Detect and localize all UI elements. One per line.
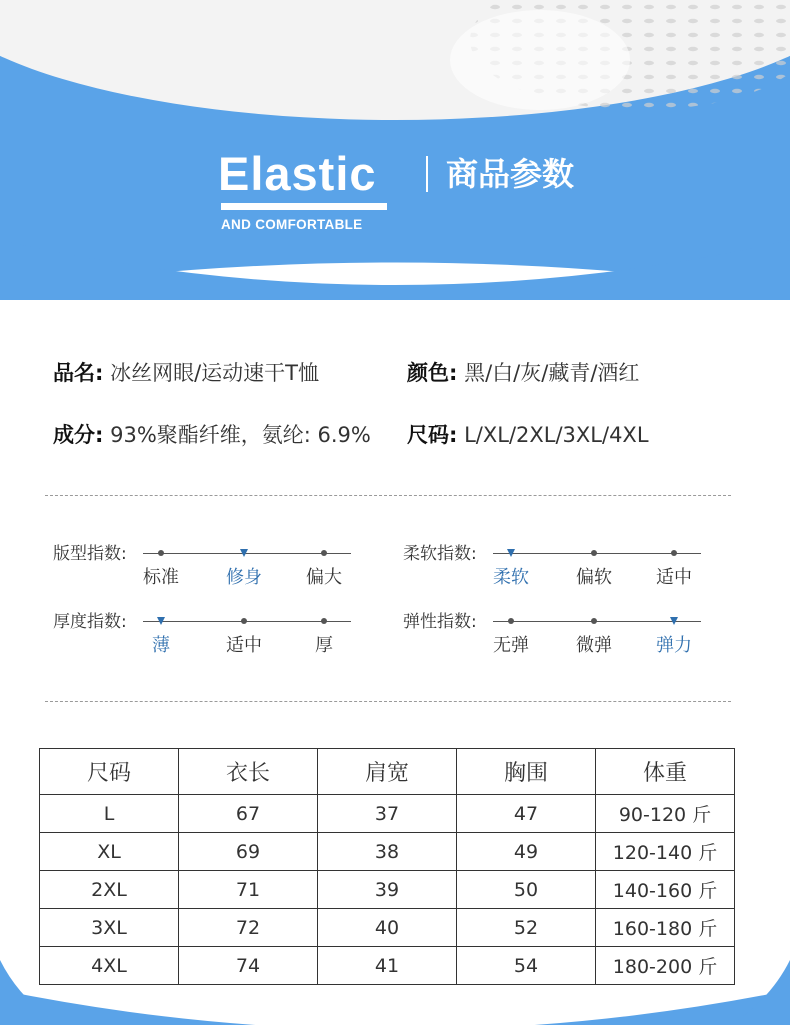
header-chest: 胸围 xyxy=(457,749,596,795)
table-cell: 160-180 斤 xyxy=(596,909,735,947)
table-cell: 120-140 斤 xyxy=(596,833,735,871)
index-option: 适中 xyxy=(656,567,692,588)
index-option: 偏大 xyxy=(306,567,342,588)
index-marker-icon xyxy=(507,549,515,557)
index-option: 修身 xyxy=(226,567,262,588)
index-scale-line xyxy=(143,621,351,622)
info-size xyxy=(407,421,649,449)
table-cell: 41 xyxy=(318,947,457,985)
table-cell: 3XL xyxy=(40,909,179,947)
index-marker-icon xyxy=(157,617,165,625)
table-cell: 39 xyxy=(318,871,457,909)
index-option: 厚 xyxy=(315,635,333,656)
table-cell: 49 xyxy=(457,833,596,871)
header-size: 尺码 xyxy=(40,749,179,795)
brand-divider xyxy=(426,156,428,192)
info-size-label: 尺码: xyxy=(407,423,458,447)
index-dot xyxy=(241,618,247,624)
table-cell: 38 xyxy=(318,833,457,871)
table-cell: 54 xyxy=(457,947,596,985)
table-cell: 67 xyxy=(179,795,318,833)
info-color-label: 颜色: xyxy=(407,361,458,385)
index-thickness xyxy=(53,611,413,671)
index-option: 柔软 xyxy=(493,567,529,588)
header xyxy=(0,0,790,300)
size-table xyxy=(39,748,735,985)
index-thickness-label: 厚度指数: xyxy=(53,612,127,632)
table-cell: 140-160 斤 xyxy=(596,871,735,909)
table-row xyxy=(40,795,735,833)
table-cell: 74 xyxy=(179,947,318,985)
table-cell: 69 xyxy=(179,833,318,871)
index-dot xyxy=(321,550,327,556)
table-cell: 50 xyxy=(457,871,596,909)
index-option: 弹力 xyxy=(656,635,692,656)
table-row xyxy=(40,947,735,985)
index-option: 微弹 xyxy=(576,635,612,656)
index-marker-icon xyxy=(240,549,248,557)
index-option: 无弹 xyxy=(493,635,529,656)
table-cell: 71 xyxy=(179,871,318,909)
info-name-label: 品名: xyxy=(53,361,104,385)
info-material-label: 成分: xyxy=(53,423,104,447)
info-material-value: 93%聚酯纤维，氨纶: 6.9% xyxy=(110,423,371,447)
table-cell: 2XL xyxy=(40,871,179,909)
index-dot xyxy=(671,550,677,556)
index-elasticity xyxy=(403,611,763,671)
table-row xyxy=(40,871,735,909)
table-cell: 72 xyxy=(179,909,318,947)
section-title: 商品参数 xyxy=(446,155,575,193)
index-dot xyxy=(591,618,597,624)
table-cell: XL xyxy=(40,833,179,871)
divider-top xyxy=(45,495,731,496)
table-cell: L xyxy=(40,795,179,833)
index-softness-label: 柔软指数: xyxy=(403,544,477,564)
table-cell: 4XL xyxy=(40,947,179,985)
header-shoulder: 肩宽 xyxy=(318,749,457,795)
header-length: 衣长 xyxy=(179,749,318,795)
info-name xyxy=(53,359,319,387)
table-row xyxy=(40,909,735,947)
brand-title: Elastic xyxy=(218,147,377,200)
index-dot xyxy=(591,550,597,556)
header-weight: 体重 xyxy=(596,749,735,795)
index-option: 标准 xyxy=(143,567,179,588)
index-scale-line xyxy=(493,553,701,554)
table-cell: 37 xyxy=(318,795,457,833)
index-dot xyxy=(508,618,514,624)
table-cell: 47 xyxy=(457,795,596,833)
index-marker-icon xyxy=(670,617,678,625)
table-cell: 52 xyxy=(457,909,596,947)
divider-bottom xyxy=(45,701,731,702)
size-table-header-row xyxy=(40,749,735,795)
brand-subtitle: AND COMFORTABLE xyxy=(221,217,363,232)
index-dot xyxy=(321,618,327,624)
brand-underline xyxy=(221,203,387,210)
index-option: 适中 xyxy=(226,635,262,656)
info-material xyxy=(53,421,371,449)
index-fit-label: 版型指数: xyxy=(53,544,127,564)
info-color-value: 黑/白/灰/藏青/酒红 xyxy=(464,361,640,385)
index-dot xyxy=(158,550,164,556)
index-fit xyxy=(53,543,413,603)
table-cell: 90-120 斤 xyxy=(596,795,735,833)
index-option: 薄 xyxy=(152,635,170,656)
info-color xyxy=(407,359,639,387)
index-option: 偏软 xyxy=(576,567,612,588)
table-cell: 180-200 斤 xyxy=(596,947,735,985)
info-name-value: 冰丝网眼/运动速干T恤 xyxy=(110,361,319,385)
table-cell: 40 xyxy=(318,909,457,947)
index-softness xyxy=(403,543,763,603)
table-row xyxy=(40,833,735,871)
index-elasticity-label: 弹性指数: xyxy=(403,612,477,632)
info-size-value: L/XL/2XL/3XL/4XL xyxy=(464,423,649,447)
